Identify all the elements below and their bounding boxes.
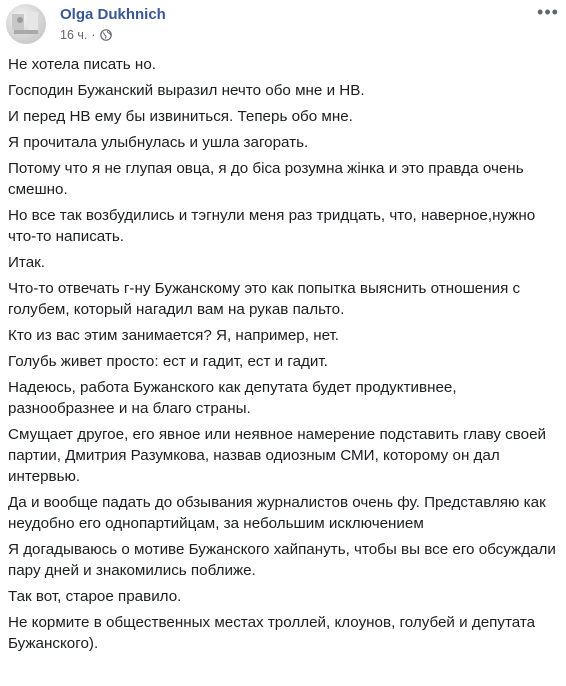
post-header xyxy=(0,0,566,50)
post-paragraph: Не кормите в общественных местах троллей, клоунов, голубей и депутата Бужанского). xyxy=(8,614,536,652)
more-icon[interactable]: ••• xyxy=(537,2,559,22)
post-meta xyxy=(60,28,112,42)
post-body xyxy=(8,54,558,659)
post-paragraph: Да и вообще падать до обзывания журналистов очень фу. Представляю как неудобно его однопартийцам, за небольшим исключением xyxy=(8,494,546,532)
post-timestamp[interactable]: 16 ч. xyxy=(60,28,88,42)
post-paragraph: Надеюсь, работа Бужанского как депутата будет продуктивнее, разнообразнее и на благо страны. xyxy=(8,379,457,417)
avatar[interactable] xyxy=(6,4,46,44)
post-paragraph: Итак. xyxy=(8,254,46,271)
post-paragraph: Господин Бужанский выразил нечто обо мне и НВ. xyxy=(8,82,365,99)
post-paragraph: Голубь живет просто: ест и гадит, ест и гадит. xyxy=(8,353,328,370)
post-paragraph: Не хотела писать но. xyxy=(8,56,156,73)
post-paragraph: Смущает другое, его явное или неявное намерение подставить главу своей партии, Дмитрия Разумкова, назвав одиозным СМИ, которому он дал интервью. xyxy=(8,426,547,485)
post-paragraph: Потому что я не глупая овца, я до біса розумна жінка и это правда очень смешно. xyxy=(8,160,524,198)
post-paragraph: Но все так возбудились и тэгнули меня раз тридцать, что, наверное,нужно что-то написать. xyxy=(8,207,536,245)
author-name[interactable]: Olga Dukhnich xyxy=(60,6,166,23)
globe-icon[interactable] xyxy=(100,29,112,41)
post-paragraph: Кто из вас этим занимается? Я, например, нет. xyxy=(8,327,340,344)
post-paragraph: Я догадываюсь о мотиве Бужанского хайпануть, чтобы вы все его обсуждали пару дней и знакомились поближе. xyxy=(8,541,556,579)
post-paragraph: Так вот, старое правило. xyxy=(8,588,182,605)
post-paragraph: Что-то отвечать г-ну Бужанскому это как попытка выяснить отношения с голубем, который нагадил вам на рукав пальто. xyxy=(8,280,521,318)
avatar-photo-icon xyxy=(6,4,46,44)
meta-separator: · xyxy=(91,28,96,42)
post-paragraph: Я прочитала улыбнулась и ушла загорать. xyxy=(8,134,309,151)
post-paragraph: И перед НВ ему бы извиниться. Теперь обо мне. xyxy=(8,108,353,125)
